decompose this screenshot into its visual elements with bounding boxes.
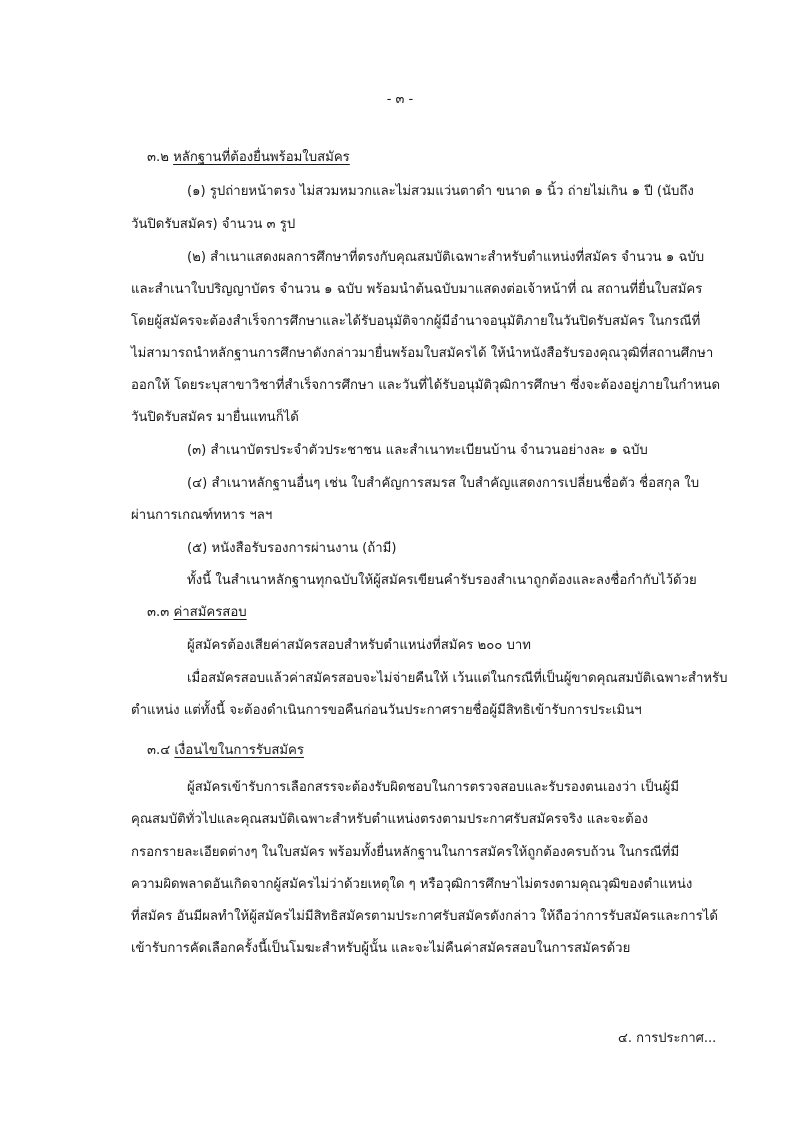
- section-3-4-line-5: ที่สมัคร อันมีผลทำให้ผู้สมัครไม่มีสิทธิสมัครตามประกาศรับสมัครดังกล่าว ให้ถือว่าการรับสมัครและการได้: [131, 909, 718, 924]
- page-number: - ๓ -: [386, 92, 414, 107]
- item-5-line-1: (๕) หนังสือรับรองการผ่านงาน (ถ้ามี): [187, 541, 397, 556]
- section-number: ๓.๔: [147, 743, 171, 758]
- section-3-4-line-4: ความผิดพลาดอันเกิดจากผู้สมัครไม่ว่าด้วยเหตุใด ๆ หรือวุฒิการศึกษาไม่ตรงตามคุณวุฒิของตำแหน่ง: [131, 877, 693, 892]
- section-3-3-line-2: เมื่อสมัครสอบแล้วค่าสมัครสอบจะไม่จ่ายคืนให้ เว้นแต่ในกรณีที่เป็นผู้ขาดคุณสมบัติเฉพาะสำหรับ: [187, 671, 728, 686]
- item-3-line-1: (๓) สำเนาบัตรประจำตัวประชาชน และสำเนาทะเบียนบ้าน จำนวนอย่างละ ๑ ฉบับ: [187, 443, 648, 458]
- section-3-3-line-1: ผู้สมัครต้องเสียค่าสมัครสอบสำหรับตำแหน่งที่สมัคร ๒๐๐ บาท: [187, 638, 531, 653]
- item-2-line-4: ไม่สามารถนำหลักฐานการศึกษาดังกล่าวมายื่นพร้อมใบสมัครได้ ให้นำหนังสือรับรองคุณวุฒิที่สถานศึกษา: [131, 346, 714, 361]
- section-3-4-heading: [147, 741, 304, 761]
- section-3-4-line-6: เข้ารับการคัดเลือกครั้งนี้เป็นโมฆะสำหรับผู้นั้น และจะไม่คืนค่าสมัครสอบในการสมัครด้วย: [131, 941, 631, 956]
- section-number: ๓.๒: [147, 150, 169, 165]
- item-2-line-6: วันปิดรับสมัคร มายื่นแทนก็ได้: [131, 410, 299, 425]
- section-3-4-line-3: กรอกรายละเอียดต่างๆ ในใบสมัคร พร้อมทั้งยื่นหลักฐานในการสมัครให้ถูกต้องครบถ้วน ในกรณีที่มี: [131, 845, 680, 860]
- section-3-3-line-3: ตำแหน่ง แต่ทั้งนี้ จะต้องดำเนินการขอคืนก่อนวันประกาศรายชื่อผู้มีสิทธิเข้ารับการประเมินฯ: [131, 703, 642, 718]
- section-3-4-line-1: ผู้สมัครเข้ารับการเลือกสรรจะต้องรับผิดชอบในการตรวจสอบและรับรองตนเองว่า เป็นผู้มี: [187, 780, 680, 795]
- item-1-line-1: (๑) รูปถ่ายหน้าตรง ไม่สวมหมวกและไม่สวมแว่นตาดำ ขนาด ๑ นิ้ว ถ่ายไม่เกิน ๑ ปี (นับถึง: [187, 184, 694, 199]
- item-4-line-2: ผ่านการเกณฑ์ทหาร ฯลฯ: [131, 508, 273, 523]
- item-2-line-2: และสำเนาใบปริญญาบัตร จำนวน ๑ ฉบับ พร้อมนำต้นฉบับมาแสดงต่อเจ้าหน้าที่ ณ สถานที่ยื่นใบสมัคร: [131, 282, 703, 297]
- section-3-4-line-2: คุณสมบัติทั่วไปและคุณสมบัติเฉพาะสำหรับตำแหน่งตรงตามประกาศรับสมัครจริง และจะต้อง: [131, 812, 649, 827]
- continuation-marker: ๔. การประกาศ...: [618, 1031, 717, 1046]
- section-number: ๓.๓: [147, 605, 170, 620]
- item-2-line-1: (๒) สำเนาแสดงผลการศึกษาที่ตรงกับคุณสมบัติเฉพาะสำหรับตำแหน่งที่สมัคร จำนวน ๑ ฉบับ: [187, 250, 705, 265]
- section-3-2-heading: [147, 148, 350, 168]
- item-4-line-1: (๔) สำเนาหลักฐานอื่นๆ เช่น ใบสำคัญการสมรส ใบสำคัญแสดงการเปลี่ยนชื่อตัว ชื่อสกุล ใบ: [187, 476, 700, 491]
- section-title: เงื่อนไขในการรับสมัคร: [174, 743, 304, 758]
- item-2-line-3: โดยผู้สมัครจะต้องสำเร็จการศึกษาและได้รับอนุมัติจากผู้มีอำนาจอนุมัติภายในวันปิดรับสมัคร ในกรณีที่: [131, 314, 701, 329]
- section-title: หลักฐานที่ต้องยื่นพร้อมใบสมัคร: [173, 150, 350, 165]
- section-title: ค่าสมัครสอบ: [173, 605, 247, 620]
- section-3-2-note: ทั้งนี้ ในสำเนาหลักฐานทุกฉบับให้ผู้สมัครเขียนคำรับรองสำเนาถูกต้องและลงชื่อกำกับไว้ด้วย: [187, 573, 697, 588]
- item-1-line-2: วันปิดรับสมัคร) จำนวน ๓ รูป: [131, 217, 296, 232]
- item-2-line-5: ออกให้ โดยระบุสาขาวิชาที่สำเร็จการศึกษา และวันที่ได้รับอนุมัติวุฒิการศึกษา ซึ่งจะต้องอยู่ภายในกำหนด: [131, 378, 721, 393]
- section-3-3-heading: [147, 603, 247, 623]
